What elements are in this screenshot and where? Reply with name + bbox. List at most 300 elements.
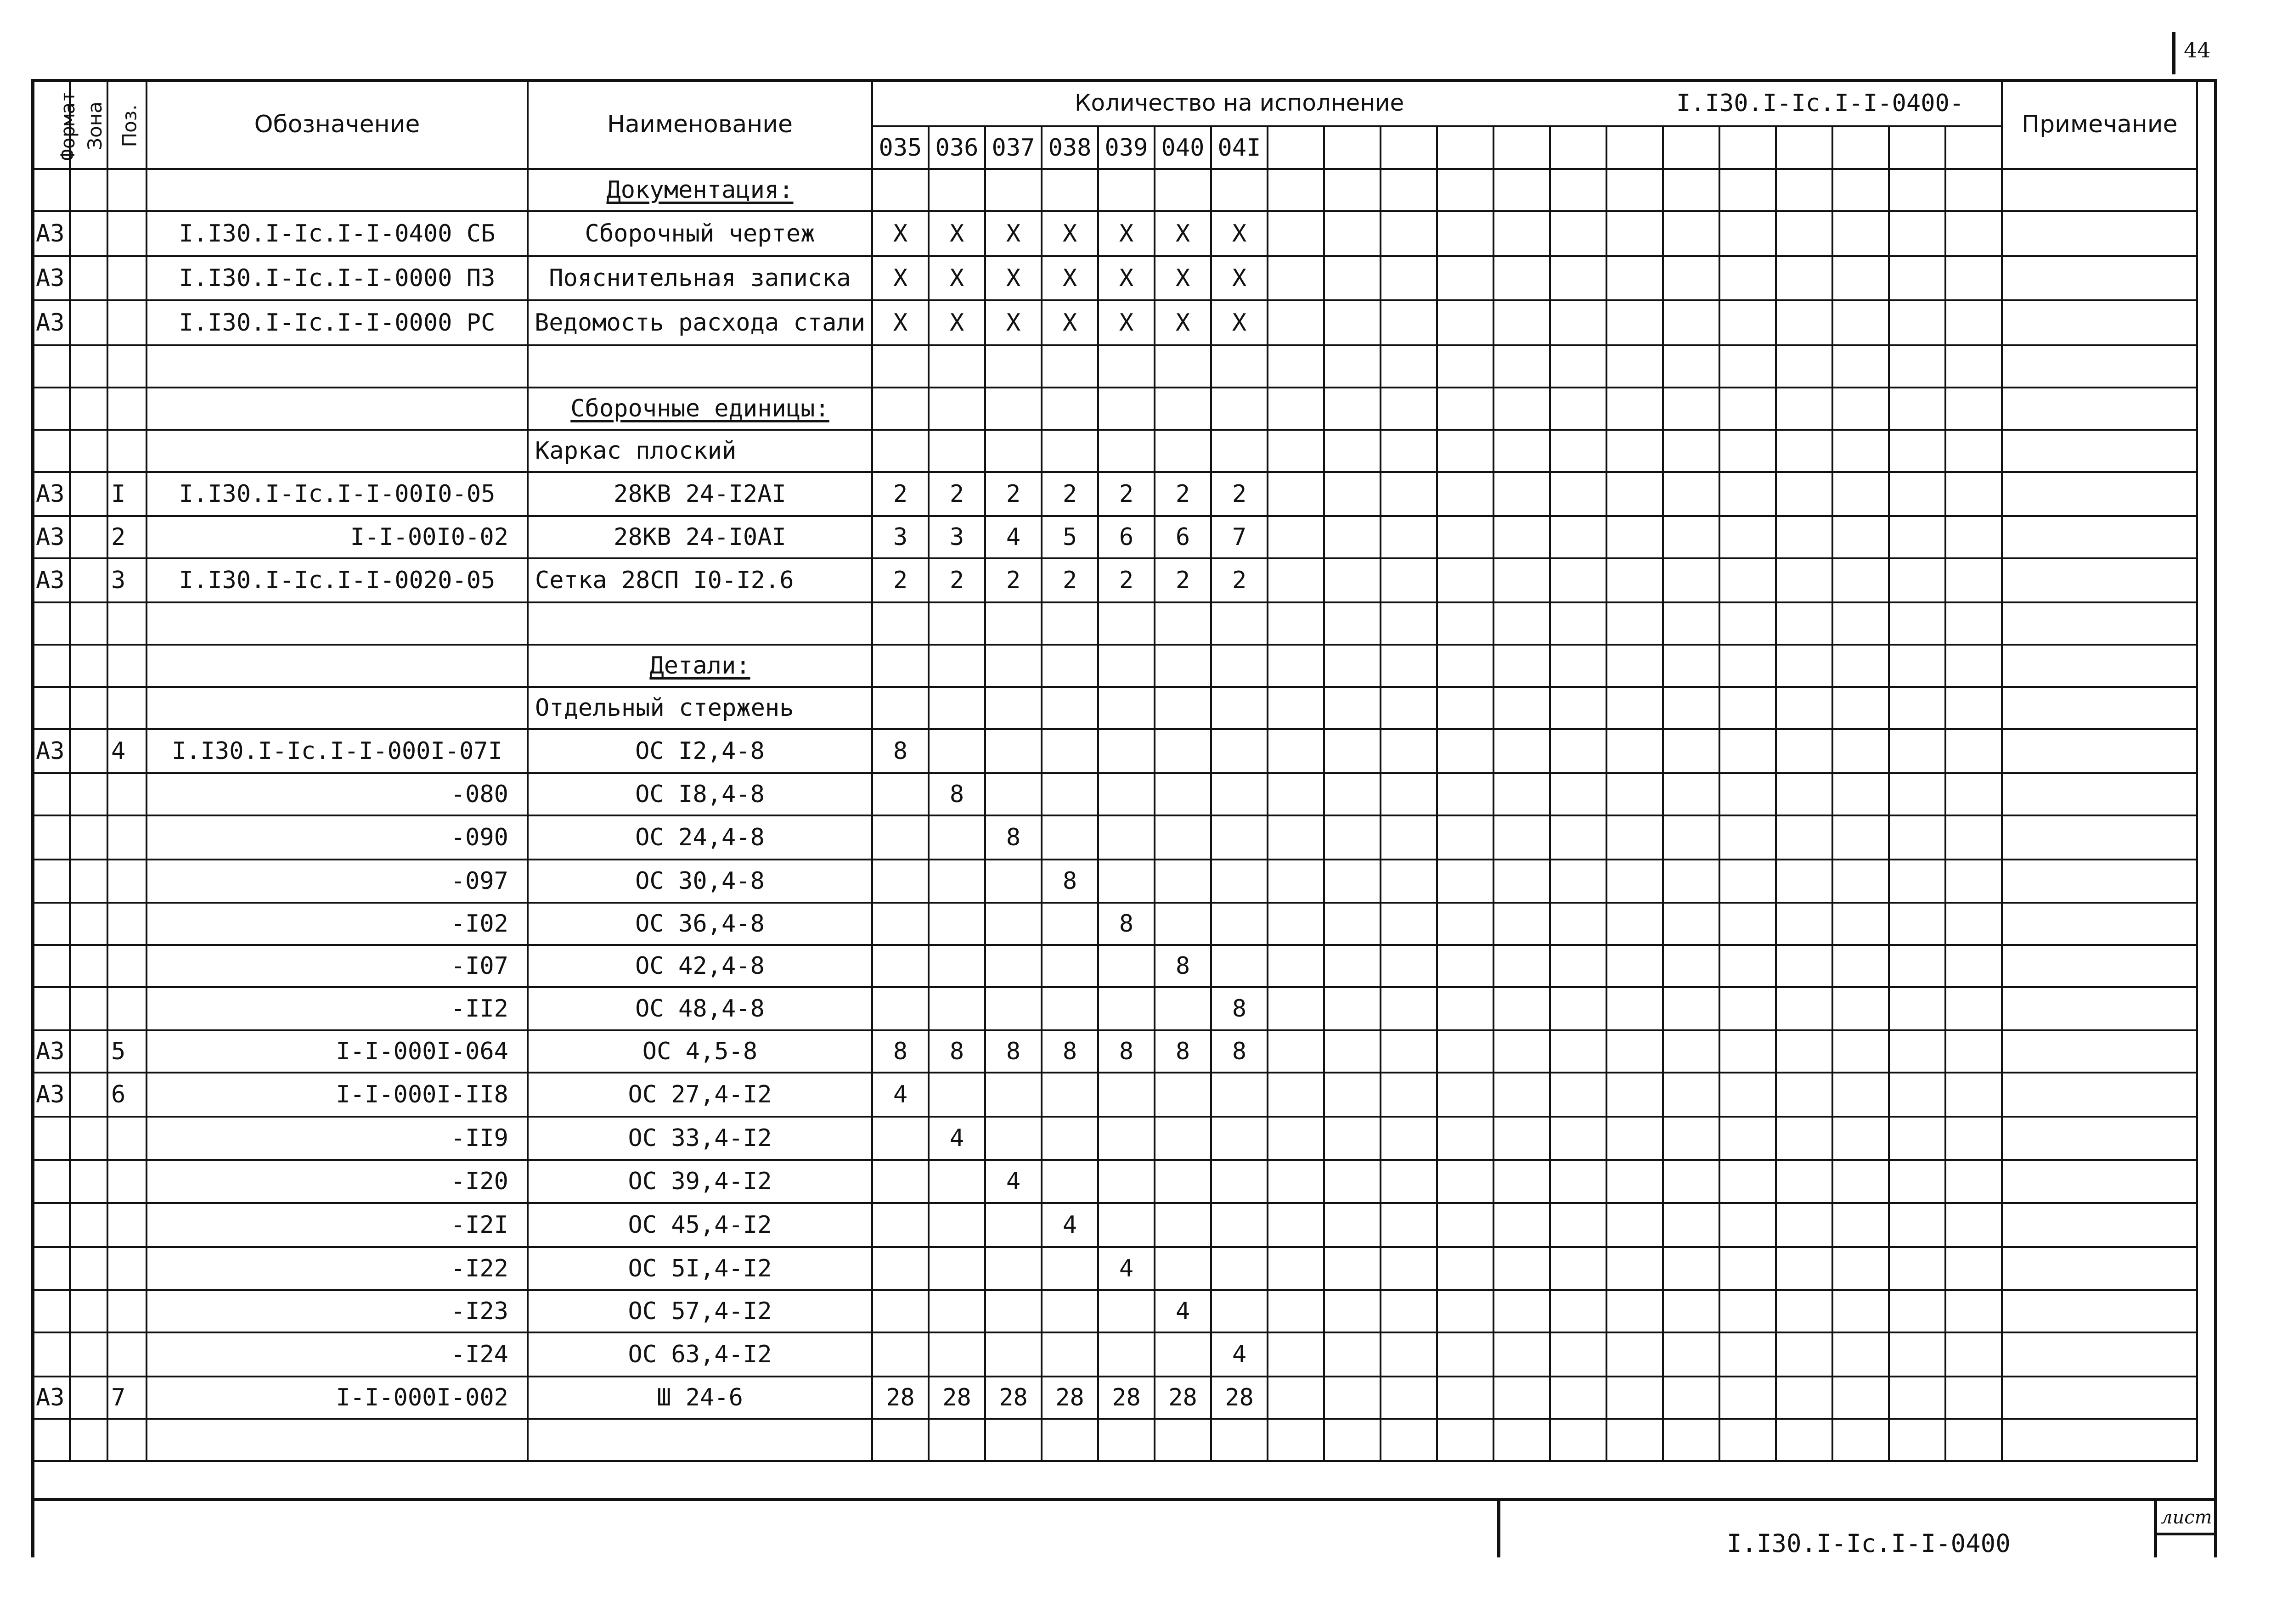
quantity-cell-empty — [1381, 388, 1437, 430]
item-name: ОС 45,4-I2 — [628, 1211, 772, 1239]
quantity-cell-empty — [1832, 1290, 1889, 1332]
quantity-cell-empty — [1606, 1073, 1663, 1117]
quantity-cell: 28 — [985, 1377, 1042, 1419]
quantity-cell-empty — [1606, 1377, 1663, 1419]
quantity-cell: Х — [1042, 256, 1098, 300]
format-cell — [32, 987, 70, 1030]
variant-header-empty — [1268, 126, 1324, 169]
quantity-cell — [872, 645, 929, 687]
quantity-cell-empty — [1719, 815, 1776, 860]
quantity-cell-empty — [1719, 300, 1776, 345]
quantity-cell-empty — [1889, 945, 1945, 987]
pos-cell: 3 — [107, 558, 147, 602]
note-cell — [2002, 516, 2197, 558]
format-cell — [32, 1419, 70, 1461]
designation-cell — [147, 602, 528, 645]
quantity-cell-empty — [1719, 602, 1776, 645]
pos-cell — [107, 345, 147, 388]
quantity-cell-empty — [1945, 300, 2002, 345]
format-cell: А3 — [32, 1073, 70, 1117]
quantity-cell-empty — [1324, 1377, 1381, 1419]
quantity-cell-empty — [1776, 860, 1832, 903]
quantity-cell: 8 — [985, 1030, 1042, 1073]
quantity-cell-empty — [1945, 516, 2002, 558]
quantity-cell — [1042, 169, 1098, 211]
quantity-cell — [872, 815, 929, 860]
quantity-cell — [1155, 169, 1211, 211]
quantity-cell-empty — [1663, 430, 1719, 472]
note-cell — [2002, 1030, 2197, 1073]
quantity-cell-empty — [1606, 388, 1663, 430]
quantity-cell — [929, 860, 985, 903]
quantity-cell-empty — [1493, 1419, 1550, 1461]
quantity-cell-empty — [1324, 903, 1381, 945]
quantity-cell — [985, 987, 1042, 1030]
quantity-cell-empty — [1663, 945, 1719, 987]
note-cell — [2002, 345, 2197, 388]
quantity-cell — [1098, 645, 1155, 687]
designation-cell — [147, 1419, 528, 1461]
zone-cell — [70, 773, 107, 815]
quantity-cell — [872, 345, 929, 388]
quantity-cell: 2 — [872, 558, 929, 602]
quantity-cell-empty — [1437, 300, 1493, 345]
table-row — [32, 430, 2197, 472]
quantity-cell-empty — [1493, 1377, 1550, 1419]
quantity-cell-empty — [1324, 1247, 1381, 1290]
pos-cell — [107, 1160, 147, 1203]
quantity-cell-empty — [1437, 1073, 1493, 1117]
quantity-cell-empty — [1437, 1203, 1493, 1247]
designation-cell: -I22 — [147, 1247, 528, 1290]
pos-cell — [107, 1332, 147, 1377]
quantity-cell-empty — [1945, 645, 2002, 687]
quantity-cell — [985, 388, 1042, 430]
quantity-cell-empty — [1719, 345, 1776, 388]
quantity-cell-empty — [1719, 1247, 1776, 1290]
quantity-cell — [985, 903, 1042, 945]
quantity-cell-empty — [1776, 256, 1832, 300]
quantity-cell — [1155, 815, 1211, 860]
sheet-cell-line — [2157, 1533, 2217, 1535]
quantity-cell-empty — [1776, 1030, 1832, 1073]
quantity-cell-empty — [1493, 815, 1550, 860]
quantity-cell-empty — [1889, 516, 1945, 558]
format-cell: А3 — [32, 1030, 70, 1073]
zone-cell — [70, 300, 107, 345]
variant-header: 038 — [1042, 126, 1098, 169]
note-cell — [2002, 860, 2197, 903]
quantity-cell-empty — [1889, 773, 1945, 815]
zone-cell — [70, 345, 107, 388]
quantity-cell-empty — [1719, 1290, 1776, 1332]
quantity-cell-empty — [1719, 1160, 1776, 1203]
quantity-cell: Х — [1098, 256, 1155, 300]
format-cell: А3 — [32, 211, 70, 256]
designation-cell: I-I-00I0-02 — [147, 516, 528, 558]
quantity-cell-empty — [1776, 687, 1832, 729]
zone-cell — [70, 729, 107, 773]
quantity-cell — [985, 729, 1042, 773]
quantity-cell — [929, 945, 985, 987]
quantity-cell-empty — [1889, 1332, 1945, 1377]
specification-table — [31, 79, 2198, 1462]
quantity-cell: 8 — [1155, 1030, 1211, 1073]
quantity-cell-empty — [1268, 516, 1324, 558]
quantity-cell: 8 — [872, 729, 929, 773]
quantity-cell — [929, 1290, 985, 1332]
format-cell: А3 — [32, 472, 70, 516]
quantity-cell-empty — [1437, 815, 1493, 860]
quantity-cell-empty — [1550, 1073, 1606, 1117]
quantity-cell-empty — [1437, 945, 1493, 987]
quantity-cell-empty — [1268, 300, 1324, 345]
quantity-cell-empty — [1776, 558, 1832, 602]
quantity-cell-empty — [1381, 430, 1437, 472]
quantity-cell: Х — [1042, 300, 1098, 345]
quantity-cell-empty — [1550, 987, 1606, 1030]
quantity-cell-empty — [1550, 645, 1606, 687]
quantity-cell-empty — [1889, 729, 1945, 773]
table-row — [32, 1117, 2197, 1160]
quantity-cell-empty — [1493, 1203, 1550, 1247]
quantity-cell-empty — [1606, 1203, 1663, 1247]
quantity-cell-empty — [1663, 256, 1719, 300]
quantity-cell: 8 — [1098, 1030, 1155, 1073]
table-row — [32, 169, 2197, 211]
format-cell: А3 — [32, 558, 70, 602]
name-cell — [528, 1203, 872, 1247]
quantity-cell — [929, 345, 985, 388]
name-cell — [528, 1247, 872, 1290]
quantity-cell-empty — [1550, 602, 1606, 645]
quantity-cell — [1098, 687, 1155, 729]
zone-cell — [70, 169, 107, 211]
quantity-cell-empty — [1550, 430, 1606, 472]
quantity-cell — [872, 169, 929, 211]
quantity-cell-empty — [1550, 1377, 1606, 1419]
quantity-cell-empty — [1550, 815, 1606, 860]
pos-cell — [107, 1203, 147, 1247]
quantity-cell-empty — [1437, 256, 1493, 300]
pos-cell — [107, 987, 147, 1030]
item-name: ОС 33,4-I2 — [628, 1124, 772, 1152]
format-cell — [32, 430, 70, 472]
note-cell — [2002, 1377, 2197, 1419]
item-name: ОС I8,4-8 — [635, 781, 765, 808]
table-row — [32, 300, 2197, 345]
quantity-cell: 2 — [1042, 472, 1098, 516]
quantity-cell — [872, 388, 929, 430]
quantity-cell-empty — [1832, 729, 1889, 773]
quantity-cell-empty — [1324, 729, 1381, 773]
quantity-cell-empty — [1550, 256, 1606, 300]
pos-cell: 2 — [107, 516, 147, 558]
quantity-cell-empty — [1324, 1332, 1381, 1377]
table-row — [32, 815, 2197, 860]
quantity-cell-empty — [1719, 945, 1776, 987]
quantity-cell-empty — [1381, 860, 1437, 903]
item-name: Пояснительная записка — [549, 264, 851, 292]
quantity-cell: 4 — [1155, 1290, 1211, 1332]
quantity-cell — [929, 1203, 985, 1247]
name-cell — [528, 300, 872, 345]
designation-cell: -I02 — [147, 903, 528, 945]
quantity-cell-empty — [1268, 1247, 1324, 1290]
quantity-cell-empty — [1550, 516, 1606, 558]
stamp-divider — [1497, 1498, 1500, 1557]
zone-cell — [70, 1160, 107, 1203]
pos-cell — [107, 430, 147, 472]
quantity-cell: Х — [1211, 300, 1268, 345]
quantity-cell-empty — [1324, 602, 1381, 645]
quantity-cell-empty — [1832, 169, 1889, 211]
variant-header-empty — [1550, 126, 1606, 169]
pos-cell — [107, 815, 147, 860]
quantity-cell — [929, 1160, 985, 1203]
quantity-cell — [1042, 1332, 1098, 1377]
quantity-cell-empty — [1550, 860, 1606, 903]
quantity-cell-empty — [1268, 1419, 1324, 1461]
quantity-cell — [1098, 729, 1155, 773]
quantity-cell-empty — [1832, 1203, 1889, 1247]
quantity-cell — [1211, 729, 1268, 773]
quantity-cell-empty — [1324, 860, 1381, 903]
quantity-cell: 4 — [985, 1160, 1042, 1203]
quantity-cell-empty — [1776, 516, 1832, 558]
quantity-cell-empty — [1663, 773, 1719, 815]
name-cell — [528, 815, 872, 860]
quantity-cell-empty — [1832, 987, 1889, 1030]
quantity-cell-empty — [1493, 388, 1550, 430]
quantity-cell — [929, 903, 985, 945]
quantity-cell — [1155, 987, 1211, 1030]
pos-cell — [107, 300, 147, 345]
zone-cell — [70, 945, 107, 987]
format-cell — [32, 687, 70, 729]
pos-cell — [107, 645, 147, 687]
quantity-cell-empty — [1493, 1247, 1550, 1290]
designation-cell: I-I-000I-II8 — [147, 1073, 528, 1117]
name-cell — [528, 1117, 872, 1160]
quantity-cell-empty — [1268, 1290, 1324, 1332]
quantity-cell-empty — [1493, 602, 1550, 645]
quantity-cell: Х — [1098, 211, 1155, 256]
format-cell: А3 — [32, 729, 70, 773]
quantity-cell — [872, 860, 929, 903]
zone-cell — [70, 1332, 107, 1377]
quantity-cell-empty — [1719, 1419, 1776, 1461]
quantity-cell-empty — [1945, 256, 2002, 300]
quantity-cell-empty — [1381, 1073, 1437, 1117]
quantity-cell — [1211, 773, 1268, 815]
quantity-cell — [929, 430, 985, 472]
table-row — [32, 1160, 2197, 1203]
quantity-cell-empty — [1268, 815, 1324, 860]
quantity-cell-empty — [1663, 1332, 1719, 1377]
pos-cell — [107, 1247, 147, 1290]
quantity-cell: 3 — [872, 516, 929, 558]
quantity-cell — [1211, 602, 1268, 645]
quantity-cell-empty — [1324, 345, 1381, 388]
quantity-cell: 8 — [1042, 860, 1098, 903]
quantity-cell — [872, 1332, 929, 1377]
quantity-cell-empty — [1550, 388, 1606, 430]
quantity-cell-empty — [1719, 1332, 1776, 1377]
quantity-cell — [1155, 1203, 1211, 1247]
quantity-cell-empty — [1776, 815, 1832, 860]
table-row — [32, 211, 2197, 256]
zone-cell — [70, 602, 107, 645]
quantity-cell-empty — [1606, 1419, 1663, 1461]
quantity-cell: Х — [1098, 300, 1155, 345]
note-cell — [2002, 211, 2197, 256]
quantity-cell-empty — [1663, 729, 1719, 773]
quantity-cell: 2 — [1211, 558, 1268, 602]
quantity-cell — [1211, 945, 1268, 987]
designation-cell: I.I30.I-Ic.I-I-00I0-05 — [147, 472, 528, 516]
quantity-cell-empty — [1550, 472, 1606, 516]
format-cell — [32, 169, 70, 211]
quantity-cell-empty — [1832, 388, 1889, 430]
zone-cell — [70, 1030, 107, 1073]
designation-cell: I-I-000I-002 — [147, 1377, 528, 1419]
zone-cell — [70, 1073, 107, 1117]
quantity-cell-empty — [1437, 169, 1493, 211]
quantity-cell-empty — [1832, 945, 1889, 987]
quantity-cell-empty — [1550, 1247, 1606, 1290]
note-cell — [2002, 773, 2197, 815]
quantity-cell-empty — [1663, 211, 1719, 256]
quantity-cell: Х — [872, 300, 929, 345]
note-cell — [2002, 388, 2197, 430]
designation-cell: I.I30.I-Ic.I-I-0020-05 — [147, 558, 528, 602]
quantity-cell-empty — [1663, 903, 1719, 945]
note-cell — [2002, 1203, 2197, 1247]
quantity-cell-empty — [1324, 516, 1381, 558]
table-row — [32, 345, 2197, 388]
quantity-cell — [1098, 602, 1155, 645]
quantity-cell-empty — [1381, 1247, 1437, 1290]
quantity-cell-empty — [1437, 516, 1493, 558]
quantity-cell — [1042, 687, 1098, 729]
quantity-cell-empty — [1381, 645, 1437, 687]
quantity-cell-empty — [1493, 687, 1550, 729]
quantity-cell-empty — [1832, 1160, 1889, 1203]
quantity-cell-empty — [1719, 860, 1776, 903]
table-row — [32, 1290, 2197, 1332]
quantity-cell — [1098, 1117, 1155, 1160]
zone-cell — [70, 472, 107, 516]
quantity-cell-empty — [1889, 903, 1945, 945]
pos-cell: 7 — [107, 1377, 147, 1419]
pos-cell: I — [107, 472, 147, 516]
designation-cell: -II2 — [147, 987, 528, 1030]
name-cell — [528, 472, 872, 516]
quantity-cell-empty — [1606, 300, 1663, 345]
quantity-cell — [1211, 388, 1268, 430]
quantity-cell-empty — [1945, 773, 2002, 815]
zone-cell — [70, 430, 107, 472]
quantity-cell — [1042, 729, 1098, 773]
quantity-cell-empty — [1550, 345, 1606, 388]
quantity-cell-empty — [1889, 430, 1945, 472]
quantity-cell-empty — [1268, 430, 1324, 472]
quantity-cell — [985, 645, 1042, 687]
name-cell — [528, 602, 872, 645]
quantity-cell-empty — [1606, 211, 1663, 256]
section-heading: Сборочные единицы: — [570, 395, 829, 422]
table-row — [32, 1419, 2197, 1461]
quantity-cell-empty — [1719, 1073, 1776, 1117]
designation-cell: I-I-000I-064 — [147, 1030, 528, 1073]
quantity-cell-empty — [1663, 815, 1719, 860]
designation-cell: -I23 — [147, 1290, 528, 1332]
quantity-cell — [929, 169, 985, 211]
table-row — [32, 903, 2197, 945]
note-header: Примечание — [2002, 80, 2197, 169]
quantity-cell: 2 — [929, 558, 985, 602]
quantity-cell-empty — [1945, 1203, 2002, 1247]
quantity-cell — [1211, 430, 1268, 472]
quantity-cell — [1155, 345, 1211, 388]
quantity-cell — [929, 1332, 985, 1377]
quantity-cell-empty — [1776, 345, 1832, 388]
pos-cell — [107, 860, 147, 903]
quantity-cell-empty — [1945, 1073, 2002, 1117]
pos-cell — [107, 388, 147, 430]
quantity-cell-empty — [1493, 1073, 1550, 1117]
quantity-cell-empty — [1663, 602, 1719, 645]
designation-cell: -I20 — [147, 1160, 528, 1203]
quantity-cell — [1155, 1247, 1211, 1290]
quantity-cell — [1098, 388, 1155, 430]
quantity-cell-empty — [1437, 1030, 1493, 1073]
quantity-cell-empty — [1381, 602, 1437, 645]
quantity-cell-empty — [1324, 388, 1381, 430]
quantity-cell — [1098, 1073, 1155, 1117]
item-name: ОС 4,5-8 — [642, 1038, 758, 1065]
quantity-cell — [985, 602, 1042, 645]
quantity-cell-empty — [1381, 1203, 1437, 1247]
quantity-cell — [1155, 1419, 1211, 1461]
quantity-cell-empty — [1776, 602, 1832, 645]
quantity-cell — [1098, 1332, 1155, 1377]
quantity-cell-empty — [1663, 1073, 1719, 1117]
designation-cell: -090 — [147, 815, 528, 860]
format-cell — [32, 388, 70, 430]
quantity-cell: Х — [872, 211, 929, 256]
quantity-cell: 6 — [1098, 516, 1155, 558]
quantity-cell-empty — [1663, 1117, 1719, 1160]
quantity-cell-empty — [1776, 1117, 1832, 1160]
quantity-cell-empty — [1550, 211, 1606, 256]
table-row — [32, 1203, 2197, 1247]
quantity-cell-empty — [1945, 388, 2002, 430]
quantity-cell-empty — [1889, 1030, 1945, 1073]
item-name: ОС 63,4-I2 — [628, 1341, 772, 1368]
quantity-cell-empty — [1493, 430, 1550, 472]
quantity-cell-empty — [1550, 729, 1606, 773]
quantity-doc-code: I.I30.I-Ic.I-I-0400- — [1676, 90, 1964, 117]
item-name: Отдельный стержень — [535, 694, 794, 722]
quantity-cell-empty — [1437, 211, 1493, 256]
quantity-cell-empty — [1493, 945, 1550, 987]
quantity-cell-empty — [1945, 1332, 2002, 1377]
quantity-cell-empty — [1493, 1030, 1550, 1073]
zone-cell — [70, 1419, 107, 1461]
quantity-cell — [1098, 430, 1155, 472]
